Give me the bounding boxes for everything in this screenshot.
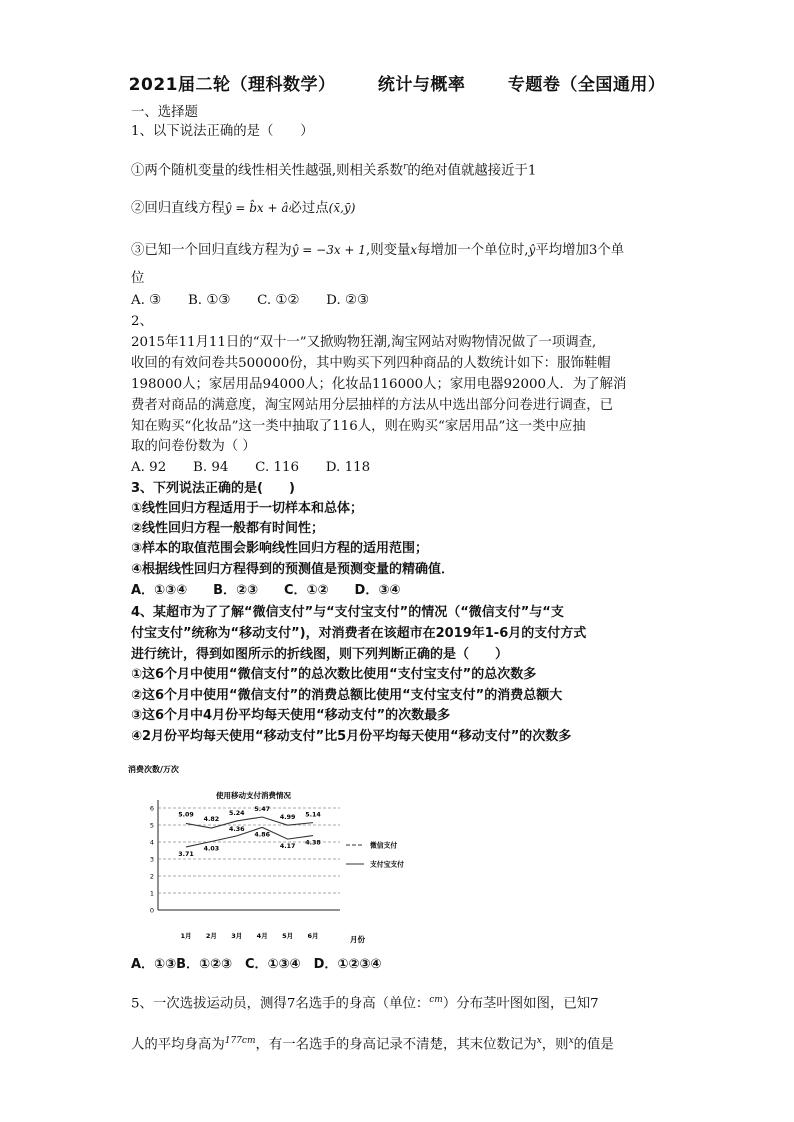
chart-grid — [150, 800, 340, 940]
q5-l2-text-b: ，有一名选手的身高记录不清楚，其末位数记为 — [255, 1037, 537, 1053]
q4-line-2: 付宝支付”统称为“移动支付”)，对消费者在该超市在2019年1-6月的支付方式 — [131, 626, 587, 641]
q3-statement-3: ③样本的取值范围会影响线性回归方程的适用范围； — [131, 541, 429, 556]
q3-statement-2: ②线性回归方程一般都有时间性； — [131, 521, 325, 536]
chart-ylabel: 消费次数/万次 — [128, 765, 179, 774]
x-tick-label: 4月 — [256, 932, 268, 940]
data-label: 5.14 — [305, 811, 321, 819]
q5-var-x-2: x — [568, 1036, 574, 1046]
q2-line-2: 收回的有效问卷共500000份，其中购买下列四种商品的人数统计如下：服饰鞋帽 — [131, 356, 611, 371]
q1-s3-equation: ŷ = −3x + 1 — [291, 243, 366, 257]
q1-s2-equation: ŷ = b̂x + â — [224, 201, 289, 215]
q1-statement-3-cont: 位 — [131, 271, 145, 286]
data-label: 5.24 — [229, 809, 245, 817]
data-label: 4.86 — [254, 831, 270, 839]
q1-s2-text-b: 必过点 — [288, 201, 329, 216]
q1-s1-text-b: 的绝对值就越接近于1 — [407, 163, 537, 179]
q1-options: A. ③ B. ①③ C. ①② D. ②③ — [131, 293, 369, 308]
q5-var-x: x — [536, 1036, 542, 1046]
q4-line-1: 4、某超市为了了解“微信支付”与“支付宝支付”的情况（“微信支付”与“支 — [131, 605, 564, 620]
y-tick-label: 5 — [149, 821, 154, 830]
q2-line-5: 知在购买“化妆品”这一类中抽取了116人，则在购买“家居用品”这一类中应抽 — [131, 419, 586, 434]
q1-statement-2 — [131, 199, 671, 218]
data-label: 5.09 — [178, 811, 194, 819]
data-label: 4.38 — [305, 839, 321, 847]
data-label: 4.03 — [203, 845, 220, 853]
q5-l2-text-a: 人的平均身高为 — [131, 1037, 225, 1053]
q3-stem: 3、下列说法正确的是( ) — [131, 481, 295, 496]
data-label: 4.82 — [203, 816, 220, 824]
x-tick-label: 3月 — [231, 932, 243, 940]
q4-statement-1: ①这6个月中使用“微信支付”的总次数比使用“支付宝支付”的总次数多 — [131, 667, 537, 682]
q1-statement-3 — [131, 241, 671, 260]
q1-s3-text-b: ,则变量 — [365, 243, 411, 258]
q4-options: A．①③B．①②③ C．①③④ D．①②③④ — [131, 957, 382, 972]
legend-label: 微信支付 — [370, 841, 398, 850]
q5-line-2 — [131, 1032, 671, 1054]
q5-l2-text-c: ，则 — [541, 1037, 569, 1053]
q3-statement-1: ①线性回归方程适用于一切样本和总体； — [131, 501, 364, 516]
chart-legend — [346, 841, 404, 869]
q3-statement-4: ④根据线性回归方程得到的预测值是预测变量的精确值． — [131, 562, 455, 577]
q3-options: A．①③④ B．②③ C．①② D．③④ — [131, 583, 401, 598]
chart-xlabel: 月份 — [350, 935, 365, 944]
q1-s2-point: (x̄,ȳ) — [328, 201, 356, 215]
q2-options: A. 92 B. 94 C. 116 D. 118 — [131, 460, 371, 475]
y-tick-label: 6 — [149, 804, 154, 813]
title-part-topic: 统计与概率 — [377, 75, 466, 95]
x-tick-label: 6月 — [307, 932, 319, 940]
q2-line-1: 2015年11月11日的“双十一”又掀购物狂潮,淘宝网站对购物情况做了一项调查, — [131, 335, 597, 350]
q1-s3-text-c: 每增加一个单位时, — [417, 243, 529, 258]
q5-unit: cm — [429, 995, 443, 1005]
q1-s2-text-a: ②回归直线方程 — [131, 201, 225, 216]
q4-statement-3: ③这6个月中4月份平均每天使用“移动支付”的次数最多 — [131, 708, 451, 723]
q5-l1-text-b: ）分布茎叶图如图，已知7 — [442, 996, 599, 1012]
q1-s3-text-a: ③已知一个回归直线方程为 — [131, 243, 292, 258]
data-label: 4.36 — [229, 825, 245, 833]
q2-line-3: 198000人；家居用品94000人；化妆品116000人；家用电器92000人．为了解消 — [131, 377, 627, 392]
x-tick-label: 5月 — [282, 932, 294, 940]
x-tick-label: 2月 — [205, 932, 217, 940]
q2-line-4: 费者对商品的满意度，淘宝网站用分层抽样的方法从中选出部分问卷进行调查，已 — [131, 398, 614, 413]
x-tick-label: 1月 — [180, 932, 192, 940]
q1-s1-text-a: ①两个随机变量的线性相关性越强,则相关系数 — [131, 163, 404, 179]
q5-avg-height: 177cm — [224, 1036, 256, 1046]
q5-line-1 — [131, 991, 671, 1013]
data-label: 4.17 — [279, 843, 296, 851]
data-label: 5.47 — [254, 806, 270, 814]
q1-s3-var-x: x — [410, 243, 418, 257]
data-label: 3.71 — [178, 850, 194, 858]
q2-number: 2、 — [131, 314, 153, 329]
y-tick-label: 2 — [149, 872, 154, 881]
q1-s3-var-y: ŷ — [528, 243, 536, 257]
q4-line-3: 进行统计，得到如图所示的折线图，则下列判断正确的是（ ） — [131, 647, 509, 662]
q1-s1-var: r — [403, 162, 408, 172]
y-tick-label: 1 — [149, 889, 154, 898]
data-label: 4.99 — [279, 814, 296, 822]
q1-stem: 1、以下说法正确的是（ ） — [131, 124, 314, 139]
line-chart — [128, 760, 428, 950]
q1-s3-text-d: 平均增加3个单 — [535, 243, 625, 258]
page-title — [0, 70, 794, 95]
q2-line-6: 取的问卷份数为（ ） — [131, 439, 256, 454]
q5-l1-text-a: 5、一次选拔运动员，测得7名选手的身高（单位： — [131, 996, 430, 1012]
y-tick-label: 4 — [149, 838, 154, 847]
q1-statement-1 — [131, 158, 671, 180]
q4-statement-4: ④2月份平均每天使用“移动支付”比5月份平均每天使用“移动支付”的次数多 — [131, 729, 572, 744]
q4-statement-2: ②这6个月中使用“微信支付”的消费总额比使用“支付宝支付”的消费总额大 — [131, 688, 563, 703]
y-tick-label: 3 — [149, 855, 154, 864]
title-part-type: 专题卷（全国通用） — [507, 75, 666, 95]
chart-title: 使用移动支付消费情况 — [216, 791, 291, 800]
y-tick-label: 0 — [149, 906, 154, 915]
legend-label: 支付宝支付 — [370, 860, 404, 869]
chart-marks — [178, 806, 321, 858]
title-part-subject: 2021届二轮（理科数学） — [128, 75, 336, 95]
section-heading: 一、选择题 — [131, 105, 198, 120]
q5-l2-text-d: 的值是 — [573, 1037, 614, 1053]
